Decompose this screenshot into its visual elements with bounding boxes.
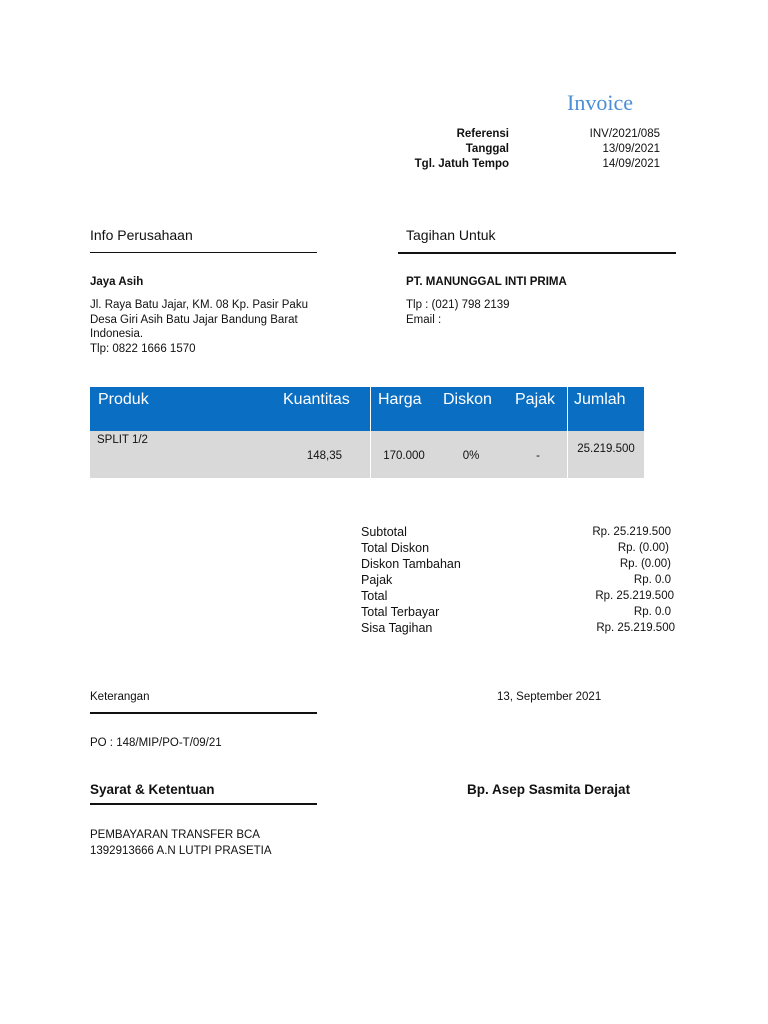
meta-value-jatuh-tempo: 14/09/2021 xyxy=(602,158,660,170)
col-separator xyxy=(370,431,371,478)
meta-value-tanggal: 13/09/2021 xyxy=(602,143,660,155)
invoice-title: Invoice xyxy=(567,90,633,115)
total-label-total: Total xyxy=(361,589,388,603)
billing-heading: Tagihan Untuk xyxy=(406,227,496,243)
billing-phone: Tlp : (021) 798 2139 xyxy=(406,299,510,311)
total-label-pajak: Pajak xyxy=(361,573,393,587)
cell-pajak: - xyxy=(536,450,540,462)
total-label-subtotal: Subtotal xyxy=(361,525,407,539)
billing-email: Email : xyxy=(406,314,442,326)
cell-diskon: 0% xyxy=(462,450,480,462)
notes-divider xyxy=(90,712,317,714)
total-value-diskon: Rp. (0.00) xyxy=(617,542,669,554)
company-address-line1: Jl. Raya Batu Jajar, KM. 08 Kp. Pasir Paku xyxy=(90,299,308,311)
terms-heading: Syarat & Ketentuan xyxy=(90,782,215,797)
company-address-line3: Indonesia. xyxy=(90,328,144,340)
total-label-diskon: Total Diskon xyxy=(361,541,430,555)
meta-value-referensi: INV/2021/085 xyxy=(589,128,660,140)
col-header-kuantitas: Kuantitas xyxy=(283,391,350,408)
total-value-pajak: Rp. 0.0 xyxy=(633,574,671,586)
company-divider xyxy=(90,252,317,253)
company-name: Jaya Asih xyxy=(90,276,144,288)
col-header-produk: Produk xyxy=(98,391,149,408)
terms-divider xyxy=(90,803,317,805)
total-value-total: Rp. 25.219.500 xyxy=(595,590,674,602)
billing-name: PT. MANUNGGAL INTI PRIMA xyxy=(406,276,567,288)
col-header-diskon: Diskon xyxy=(443,391,492,408)
signatory-name: Bp. Asep Sasmita Derajat xyxy=(467,782,631,797)
col-separator xyxy=(567,431,568,478)
total-value-sisa-tagihan: Rp. 25.219.500 xyxy=(596,622,675,634)
col-header-harga: Harga xyxy=(378,391,422,408)
table-header xyxy=(90,387,644,431)
company-heading: Info Perusahaan xyxy=(90,227,193,243)
meta-label-referensi: Referensi xyxy=(456,128,509,140)
total-label-sisa-tagihan: Sisa Tagihan xyxy=(361,621,433,635)
billing-divider xyxy=(398,252,676,254)
col-header-pajak: Pajak xyxy=(515,391,556,408)
notes-heading: Keterangan xyxy=(90,691,150,703)
company-phone: Tlp: 0822 1666 1570 xyxy=(90,343,196,355)
col-header-jumlah: Jumlah xyxy=(574,391,626,408)
meta-label-tanggal: Tanggal xyxy=(465,143,509,155)
total-label-terbayar: Total Terbayar xyxy=(361,605,440,619)
terms-line2: 1392913666 A.N LUTPI PRASETIA xyxy=(90,845,272,857)
meta-label-jatuh-tempo: Tgl. Jatuh Tempo xyxy=(414,158,509,170)
cell-kuantitas: 148,35 xyxy=(306,450,342,462)
cell-produk: SPLIT 1/2 xyxy=(97,434,148,446)
cell-jumlah: 25.219.500 xyxy=(577,443,635,455)
table-row xyxy=(90,431,644,478)
total-value-diskon-tambahan: Rp. (0.00) xyxy=(619,558,671,570)
company-address-line2: Desa Giri Asih Batu Jajar Bandung Barat xyxy=(90,314,298,326)
notes-date: 13, September 2021 xyxy=(497,691,602,703)
terms-line1: PEMBAYARAN TRANSFER BCA xyxy=(90,829,260,841)
notes-text: PO : 148/MIP/PO-T/09/21 xyxy=(90,737,222,749)
total-value-terbayar: Rp. 0.0 xyxy=(633,606,671,618)
total-label-diskon-tambahan: Diskon Tambahan xyxy=(361,557,461,571)
total-value-subtotal: Rp. 25.219.500 xyxy=(592,526,671,538)
cell-harga: 170.000 xyxy=(383,450,425,462)
